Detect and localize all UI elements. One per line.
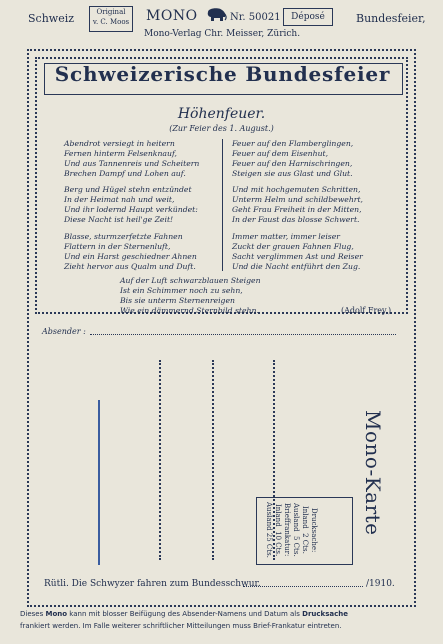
poem-title: Höhenfeuer. [177,106,266,122]
footer-drucksache: Drucksache [302,610,348,618]
year-suffix: /1910. [366,579,395,589]
card-number: Nr. 50021 [230,12,281,23]
footer-text-a: Dieses [20,610,44,618]
stanza-final: Auf der Luft schwarzblauen Steigen Ist ein Schimmer noch zu sehn, Bis sie unterm Sternenreigen Wie ein dämmernd Sternbild stehn. [120,276,261,315]
stanza-right-3: Immer matter, immer leiser Zuckt der grauen Fahnen Flug, Sacht verglimmen Ast und Reiser Und die Nacht entführt den Zug. [232,232,363,271]
date-line [243,586,363,587]
mono-karte-title: Mono-Karte [361,410,385,536]
header-right-text: Bundesfeier, [356,12,426,25]
card-title: Schweizerische Bundesfeier [54,62,391,86]
address-line-2 [212,360,214,560]
stanza-left-3: Blasse, sturmzerfetzte Fahnen Flattern in der Sternenluft, Und ein Harst geschiedner Ahnen Zieht hervor aus Qualm und Duft. [64,232,197,271]
original-box [89,6,133,32]
poem-subtitle: (Zur Feier des 1. August.) [169,124,274,133]
postage-rates: Drucksache: Inland 2 Cts. Ausland 5 Cts. Brieffrankatur: Inland 10 Cts. Ausland 25 Cts. [265,502,318,558]
header-left-text: Schweiz [28,12,75,25]
original-box-line2: v. C. Moos [92,18,130,26]
stanza-left-2: Berg und Hügel stehn entzündet In der Heimat nah und weit, Und ihr lodernd Haupt verkündet: Diese Nacht ist heil'ge Zeit! [64,185,198,224]
original-box-line1: Original [96,8,126,16]
publisher-line: Mono-Verlag Chr. Meisser, Zürich. [144,29,301,39]
caption-rutli: Rütli. Die Schwyzer fahren zum Bundesschwur. [44,579,261,589]
absender-label: Absender : [42,327,86,336]
depose-box: Déposé [283,8,333,26]
poem-author: (Adolf Frey.) [341,306,392,315]
footer-text-b: kann mit blosser Beifügung des Absender-Namens und Datum als [69,610,300,618]
poem-divider [222,139,223,271]
absender-line [90,334,396,335]
stanza-right-2: Und mit hochgemuten Schritten, Unterm Helm und schildbewehrt, Geht Frau Freiheit in der Mitten, In der Faust das blosse Schwert. [232,185,363,224]
footer-brand: Mono [45,610,68,618]
elephant-icon [205,6,227,22]
footer-line-2: frankiert werden. Im Falle weiterer schriftlicher Mitteilungen muss Brief-Frankatur eintreten. [20,622,342,630]
address-line-1 [159,360,161,560]
address-divider [98,400,100,565]
stanza-left-1: Abendrot versiegt in heitern Fernen hinterm Felsenknauf, Und aus Tannenreis und Scheitern Brechen Dampf und Lohen auf. [64,139,200,178]
stanza-right-1: Feuer auf den Flamberglingen, Feuer auf dem Eisenhut, Feuer auf den Harnischringen, Steigen sie aus Glast und Glut. [232,139,354,178]
footer-line-1 [20,610,425,618]
brand-name: MONO [146,8,198,24]
